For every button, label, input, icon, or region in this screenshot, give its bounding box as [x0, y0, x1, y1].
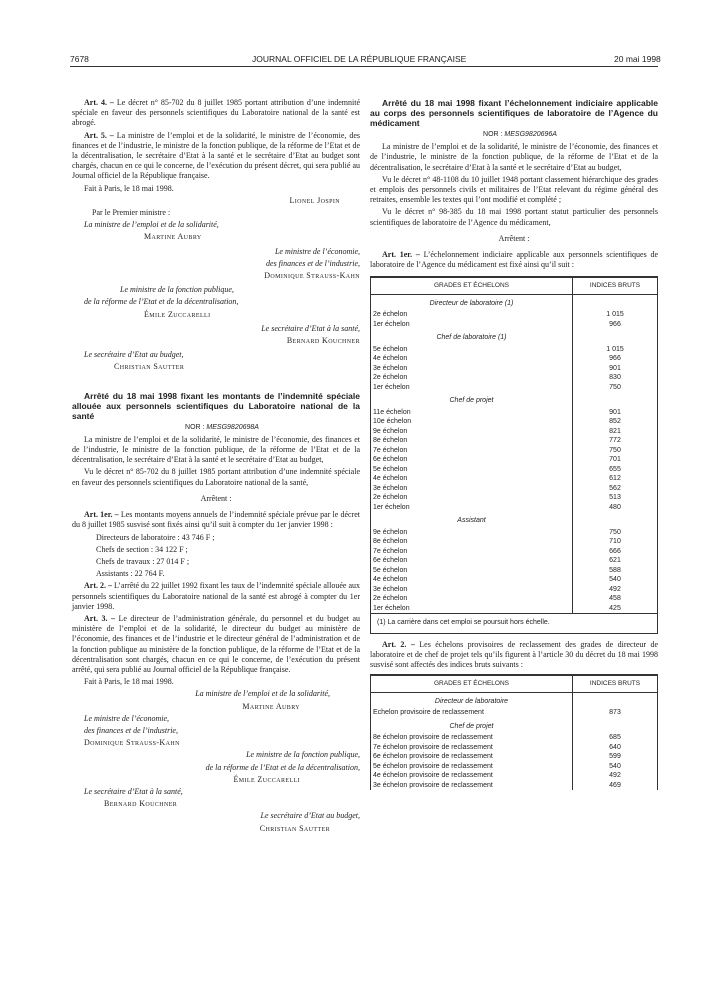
table-group-heading: Assistant [371, 512, 573, 528]
article-5: Art. 5. – La ministre de l’emploi et de la solidarité, le ministre de l’économie, des finances et de l’industrie, le ministre de la fonction publique, de la réforme de l’Etat et de la décentralisation, le secrétaire d’Etat à la santé et le secrétaire d’Etat au budget sont chargés, chacun en ce qui le concerne, de l’exécution du présent décret, qui sera publié au Journal officiel de la République française. [72, 130, 361, 181]
signatory-name: Bernard Kouchner [104, 799, 178, 809]
grade-cell: 5e échelon [371, 566, 573, 576]
grade-cell: 4e échelon [371, 474, 573, 484]
table-row [371, 383, 657, 393]
table-row [371, 566, 657, 576]
grade-cell: 4e échelon [371, 354, 573, 364]
grade-cell: 11e échelon [371, 408, 573, 418]
table-row [371, 427, 657, 437]
grade-cell: 8e échelon [371, 436, 573, 446]
grade-cell: 4e échelon provisoire de reclassement [371, 771, 573, 781]
index-cell: 480 [609, 503, 621, 511]
table-group-heading: Directeur de laboratoire [371, 692, 573, 708]
index-cell: 540 [609, 576, 621, 584]
table-row [371, 465, 657, 475]
grade-cell: Echelon provisoire de reclassement [371, 708, 573, 718]
index-table-2 [370, 674, 658, 790]
table-cell [573, 329, 658, 345]
signatory-title: des finances et de l’industrie, [266, 258, 360, 268]
header-rule [70, 66, 658, 67]
grade-cell: 3e échelon provisoire de reclassement [371, 781, 573, 791]
index-cell: 469 [609, 781, 621, 789]
table-footnote: (1) La carrière dans cet emploi se poursuit hors échelle. [371, 613, 657, 632]
article-2: Art. 2. – Les échelons provisoires de reclassement des grades de directeur de laboratoire et de chef de projet tels qu’ils figurent à l’article 30 du décret du 18 mai 1998 susvisé sont affectés des indices bruts suivants : [370, 639, 658, 670]
grade-cell: 5e échelon provisoire de reclassement [371, 762, 573, 772]
signatory-title: Le ministre de la fonction publique, [120, 285, 234, 295]
signatory-name: Émile Zuccarelli [233, 774, 300, 784]
table-row [371, 585, 657, 595]
table-row [371, 762, 657, 772]
index-cell: 750 [609, 528, 621, 536]
arrete-title: Arrêté du 18 mai 1998 fixant les montants de l’indemnité spéciale allouée aux personnels scientifiques du Laboratoire national de la santé [72, 390, 360, 421]
grade-cell: 4e échelon [371, 575, 573, 585]
right-column [370, 98, 658, 790]
grade-cell: 6e échelon [371, 455, 573, 465]
fait-a-paris: Fait à Paris, le 18 mai 1998. [84, 677, 174, 687]
signatory-title: La ministre de l’emploi et de la solidarité, [84, 220, 219, 230]
signatory-title: Le secrétaire d’Etat à la santé, [261, 323, 360, 333]
amount-item: Directeurs de laboratoire : 43 746 F ; [96, 532, 215, 542]
arrete-title: Arrêté du 18 mai 1998 fixant l’échelonnement indiciaire applicable au corps des personnels scientifiques de laboratoire de l’Agence du médicament [370, 98, 658, 128]
fait-a-paris: Fait à Paris, le 18 mai 1998. [84, 183, 174, 193]
signatory-name: Dominique Strauss-Kahn [84, 738, 180, 748]
signatory-name: Martine Aubry [242, 701, 300, 711]
index-cell: 966 [609, 355, 621, 363]
table-row [371, 537, 657, 547]
grade-cell: 2e échelon [371, 493, 573, 503]
index-cell: 710 [609, 538, 621, 546]
table-cell [573, 512, 658, 528]
index-cell: 772 [609, 437, 621, 445]
amount-item: Chefs de section : 34 122 F ; [96, 544, 188, 554]
index-cell: 852 [609, 418, 621, 426]
table-header: GRADES ET ÉCHELONS [371, 676, 573, 693]
signatory-name: Bernard Kouchner [286, 336, 360, 346]
amount-item: Chefs de travaux : 27 014 F ; [96, 556, 190, 566]
grade-cell: 1er échelon [371, 320, 573, 330]
index-cell: 562 [609, 484, 621, 492]
table-group-heading: Directeur de laboratoire (1) [371, 294, 573, 310]
index-cell: 599 [609, 753, 621, 761]
index-cell: 655 [609, 465, 621, 473]
table-row [371, 771, 657, 781]
table-cell [573, 392, 658, 408]
grade-cell: 1er échelon [371, 604, 573, 614]
signatory-title: des finances et de l’industrie, [84, 725, 178, 735]
nor-reference: NOR : MESG9820696A [483, 131, 557, 138]
table-row [371, 708, 657, 718]
index-cell: 492 [609, 772, 621, 780]
left-column [72, 98, 360, 836]
grade-cell: 8e échelon provisoire de reclassement [371, 733, 573, 743]
grade-cell: 2e échelon [371, 594, 573, 604]
table-row [371, 733, 657, 743]
table-group-heading: Chef de laboratoire (1) [371, 329, 573, 345]
index-cell: 750 [609, 446, 621, 454]
table-row [371, 575, 657, 585]
table-group-heading: Chef de projet [371, 392, 573, 408]
signatory-title: La ministre de l’emploi et de la solidarité, [195, 689, 330, 699]
article-4: Art. 4. – Le décret n° 85-702 du 8 juillet 1985 portant attribution d’une indemnité spéciale en faveur des personnels scientifiques du Laboratoire national de la santé est abrogé. [72, 98, 361, 128]
index-cell: 1 015 [606, 345, 624, 353]
signatory-title: Le secrétaire d’Etat à la santé, [84, 786, 183, 796]
index-cell: 621 [609, 557, 621, 565]
index-cell: 612 [609, 475, 621, 483]
grade-cell: 8e échelon [371, 537, 573, 547]
grade-cell: 2e échelon [371, 310, 573, 320]
article-2: Art. 2. – L’arrêté du 22 juillet 1992 fixant les taux de l’indemnité spéciale allouée aux personnels scientifiques du Laboratoire national de la santé est abrogé à compter du 1er janvier 1998. [72, 581, 361, 611]
signatory-name: Martine Aubry [144, 232, 202, 242]
table-group-heading: Chef de projet [371, 718, 573, 734]
index-cell: 588 [609, 566, 621, 574]
index-cell: 966 [609, 320, 621, 328]
article-3: Art. 3. – Le directeur de l’administration générale, du personnel et du budget au ministère de l’emploi et de la solidarité, le directeur du budget au ministère de l’économie, des finances et de l’industrie et le directeur général de l’administration et de la fonction publique au ministère de la fonction publique, de la réforme de l’Etat et de la décentralisation sont chargés, chacun en ce qui le concerne, de l’exécution du présent arrêté, qui sera publié au Journal officiel de la République française. [72, 613, 361, 674]
grade-cell: 7e échelon [371, 547, 573, 557]
index-table-1 [370, 276, 658, 633]
grade-cell: 10e échelon [371, 417, 573, 427]
index-cell: 830 [609, 374, 621, 382]
table-row [371, 503, 657, 513]
table-row [371, 408, 657, 418]
table-header: GRADES ET ÉCHELONS [371, 278, 573, 295]
signatory-name: Émile Zuccarelli [144, 309, 211, 319]
nor-reference: NOR : MESG9820698A [185, 423, 259, 431]
table-row [371, 310, 657, 320]
table-row [371, 556, 657, 566]
table-row [371, 594, 657, 604]
table-row [371, 455, 657, 465]
grade-cell: 2e échelon [371, 373, 573, 383]
signatory-title: Le ministre de l’économie, [84, 713, 170, 723]
grade-cell: 6e échelon [371, 556, 573, 566]
grade-cell: 3e échelon [371, 585, 573, 595]
signatory-title: Le secrétaire d’Etat au budget, [260, 811, 360, 821]
table-cell [573, 718, 658, 734]
visa-paragraph: Vu le décret n° 85-702 du 8 juillet 1985 portant attribution d’une indemnité spéciale en faveur des personnels scientifiques du Laboratoire national de la santé, [72, 467, 360, 487]
visa-paragraph: La ministre de l’emploi et de la solidarité, le ministre de l’économie, des finances et de l’industrie, le ministre de la fonction publique, de la réforme de l’Etat et de la décentralisation, le secrétaire d’Etat à la santé et le secrétaire d’Etat au budget, [72, 434, 360, 465]
grade-cell: 9e échelon [371, 528, 573, 538]
table-row [371, 493, 657, 503]
index-cell: 458 [609, 595, 621, 603]
arretent: Arrêtent : [200, 493, 232, 503]
index-cell: 685 [609, 734, 621, 742]
index-cell: 1 015 [606, 311, 624, 319]
amount-item: Assistants : 22 764 F. [96, 569, 165, 579]
table-row [371, 417, 657, 427]
grade-cell: 7e échelon [371, 446, 573, 456]
table-row [371, 373, 657, 383]
signatory-title: de la réforme de l’Etat et de la décentralisation, [84, 297, 239, 307]
visa-paragraph: La ministre de l’emploi et de la solidarité, le ministre de l’économie, des finances et de l’industrie, le ministre de la fonction publique, de la réforme de l’Etat et de la décentralisation, le secrétaire d’Etat à la santé et le secrétaire d’Etat au budget, [370, 142, 658, 172]
table-row [371, 781, 657, 791]
index-cell: 425 [609, 604, 621, 612]
index-cell: 640 [609, 743, 621, 751]
table-header: INDICES BRUTS [573, 676, 658, 693]
page-number: 7678 [70, 54, 89, 64]
table-row [371, 345, 657, 355]
signatory-title: Le ministre de la fonction publique, [246, 750, 360, 760]
table-row [371, 364, 657, 374]
table-row [371, 320, 657, 330]
index-cell: 821 [609, 427, 621, 435]
grade-cell: 1er échelon [371, 503, 573, 513]
table-cell [573, 692, 658, 708]
grade-cell: 1er échelon [371, 383, 573, 393]
grade-cell: 6e échelon provisoire de reclassement [371, 752, 573, 762]
issue-date: 20 mai 1998 [614, 54, 661, 64]
signatory-name: Dominique Strauss-Kahn [264, 271, 360, 281]
table-row [371, 474, 657, 484]
article-1: Art. 1er. – Les montants moyens annuels de l’indemnité spéciale prévue par le décret du 8 juillet 1985 susvisé sont fixés ainsi qu’il suit à compter du 1er janvier 1998 : [72, 510, 361, 530]
table-row [371, 743, 657, 753]
arretent: Arrêtent : [498, 233, 530, 243]
signatory-title: Le secrétaire d’Etat au budget, [84, 350, 184, 360]
article-1: Art. 1er. – L’échelonnement indiciaire applicable aux personnels scientifiques de laboratoire de l’Agence du médicament est fixé ainsi qu’il suit : [370, 250, 659, 270]
journal-title: JOURNAL OFFICIEL DE LA RÉPUBLIQUE FRANÇAISE [252, 54, 467, 64]
table-cell [573, 294, 658, 310]
index-cell: 750 [609, 383, 621, 391]
grade-cell: 3e échelon [371, 364, 573, 374]
index-cell: 492 [609, 585, 621, 593]
table-row [371, 436, 657, 446]
index-cell: 701 [609, 456, 621, 464]
grade-cell: 7e échelon provisoire de reclassement [371, 743, 573, 753]
par-premier-ministre: Par le Premier ministre : [92, 208, 171, 218]
index-cell: 901 [609, 364, 621, 372]
table-row [371, 528, 657, 538]
grade-cell: 5e échelon [371, 345, 573, 355]
signatory-title: Le ministre de l’économie, [274, 246, 360, 256]
table-row [371, 604, 657, 614]
grade-cell: 3e échelon [371, 484, 573, 494]
table-header: INDICES BRUTS [573, 278, 658, 295]
signatory-title: de la réforme de l’Etat et de la décentralisation, [205, 762, 360, 772]
table-row [371, 484, 657, 494]
index-cell: 513 [609, 494, 621, 502]
visa-paragraph: Vu le décret n° 48-1108 du 10 juillet 1948 portant classement hiérarchique des grades et emplois des personnels civils et militaires de l’Etat relevant du régime général des retraites, ensemble les textes qui l’ont modifié et complété ; [370, 174, 658, 205]
index-cell: 540 [609, 762, 621, 770]
table-row [371, 752, 657, 762]
index-cell: 901 [609, 408, 621, 416]
signatory-name: Christian Sautter [114, 362, 185, 372]
table-row [371, 547, 657, 557]
visa-paragraph: Vu le décret n° 98-385 du 18 mai 1998 portant statut particulier des personnels scientifiques de laboratoire de l’Agence du médicament, [370, 207, 658, 227]
grade-cell: 5e échelon [371, 465, 573, 475]
index-cell: 666 [609, 547, 621, 555]
pm-signature: Lionel Jospin [289, 195, 340, 205]
grade-cell: 9e échelon [371, 427, 573, 437]
signatory-name: Christian Sautter [259, 823, 330, 833]
index-cell: 873 [609, 709, 621, 717]
table-row [371, 446, 657, 456]
table-row [371, 354, 657, 364]
